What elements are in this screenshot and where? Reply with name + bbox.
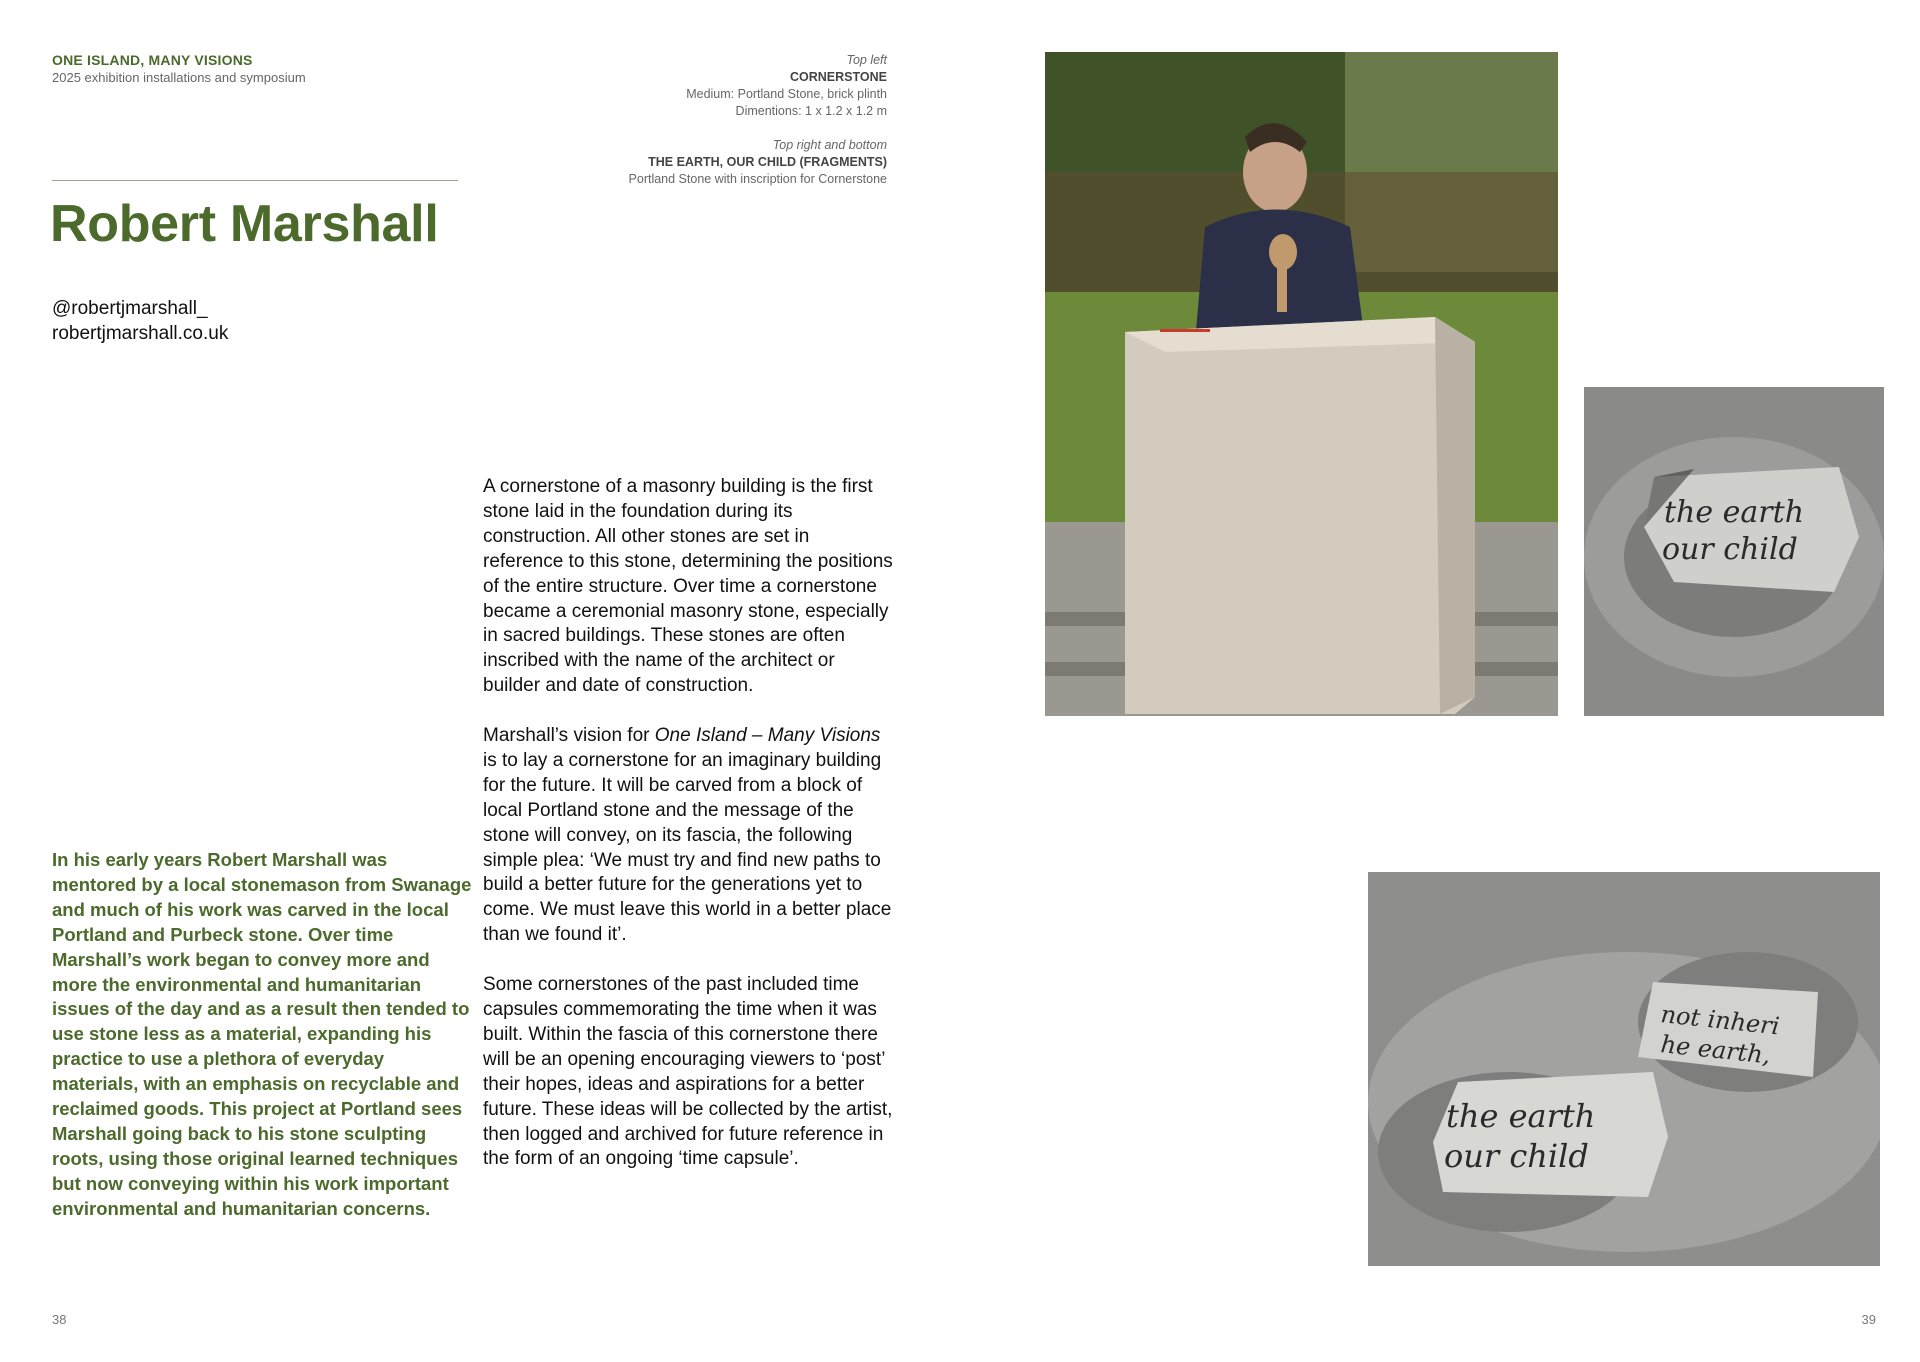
cornerstone-photo [1045, 52, 1558, 716]
fragment-photo-top-right [1584, 387, 1884, 716]
stone-inscription-line2: our child [1662, 532, 1798, 567]
intro-paragraph: In his early years Robert Marshall was mentored by a local stonemason from Swanage and much of his work was carved in the local Portland and Purbeck stone. Over time Marshall’s work began to convey more and more the environmental and humanitarian issues of the day and as a result then tended to use stone less as a material, expanding his practice to use a plethora of everyday materials, with an emphasis on recyclable and reclaimed goods. This project at Portland sees Marshall going back to his stone sculpting roots, using those original learned techniques but now conveying within his work important environmental and humanitarian concerns. [52, 849, 472, 1219]
artist-name: Robert Marshall [50, 195, 439, 253]
fragments-photo-bottom [1368, 872, 1880, 1266]
image-caption [629, 52, 887, 188]
body-paragraph-1: A cornerstone of a masonry building is the first stone laid in the foundation during its construction. All other stones are set in reference to this stone, determining the positions of the entire structure. Over time a cornerstone became a ceremonial masonry stone, especially in sacred buildings. These stones are often inscribed with the name of the architect or builder and date of construction. [483, 476, 893, 697]
caption-top-right-desc: Portland Stone with inscription for Cornerstone [628, 172, 887, 186]
exhibition-title-italic: One Island – Many Visions [654, 725, 881, 747]
caption-top-left-title: CORNERSTONE [789, 70, 887, 84]
page-number-left: 38 [52, 1312, 67, 1327]
divider-rule [52, 180, 458, 181]
caption-top-right-title: THE EARTH, OUR CHILD (FRAGMENTS) [648, 155, 887, 169]
body-paragraph-2: Marshall’s vision for One Island – Many Visions is to lay a cornerstone for an imaginary building for the future. It will be carved from a block of local Portland stone and the message of the stone will convey, on its fascia, the following simple plea: ‘We must try and find new paths to build a better future for the generations yet to come. We must leave this world in a better place than we found it’. [483, 725, 892, 946]
stone-a-line2: our child [1444, 1137, 1589, 1175]
page-number-right: 39 [1861, 1312, 1876, 1327]
body-paragraph-3: Some cornerstones of the past included time capsules commemorating the time when it was built. Within the fascia of this cornerstone there will be an opening encouraging viewers to ‘post’ their hopes, ideas and aspirations for a better future. These ideas will be collected by the artist, then logged and archived for future reference in the form of an ongoing ‘time capsule’. [483, 974, 893, 1170]
caption-top-left-medium: Medium: Portland Stone, brick plinth [686, 87, 887, 101]
artist-contact [52, 296, 228, 346]
caption-top-left-label: Top left [846, 53, 887, 67]
stone-b-line2: he earth, [1659, 1030, 1772, 1070]
publication-title: ONE ISLAND, MANY VISIONS [52, 52, 253, 68]
stone-a-line1: the earth [1446, 1097, 1596, 1135]
publication-subtitle: 2025 exhibition installations and symposium [52, 70, 306, 85]
caption-top-right-label: Top right and bottom [772, 138, 887, 152]
artist-handle[interactable]: @robertjmarshall_ [52, 298, 208, 319]
caption-top-left-dimensions: Dimentions: 1 x 1.2 x 1.2 m [735, 104, 887, 118]
artist-website[interactable]: robertjmarshall.co.uk [52, 323, 229, 344]
body-text [483, 475, 893, 1197]
stone-inscription-line1: the earth [1664, 495, 1805, 530]
stone-b-line1: not inheri [1659, 1000, 1781, 1041]
